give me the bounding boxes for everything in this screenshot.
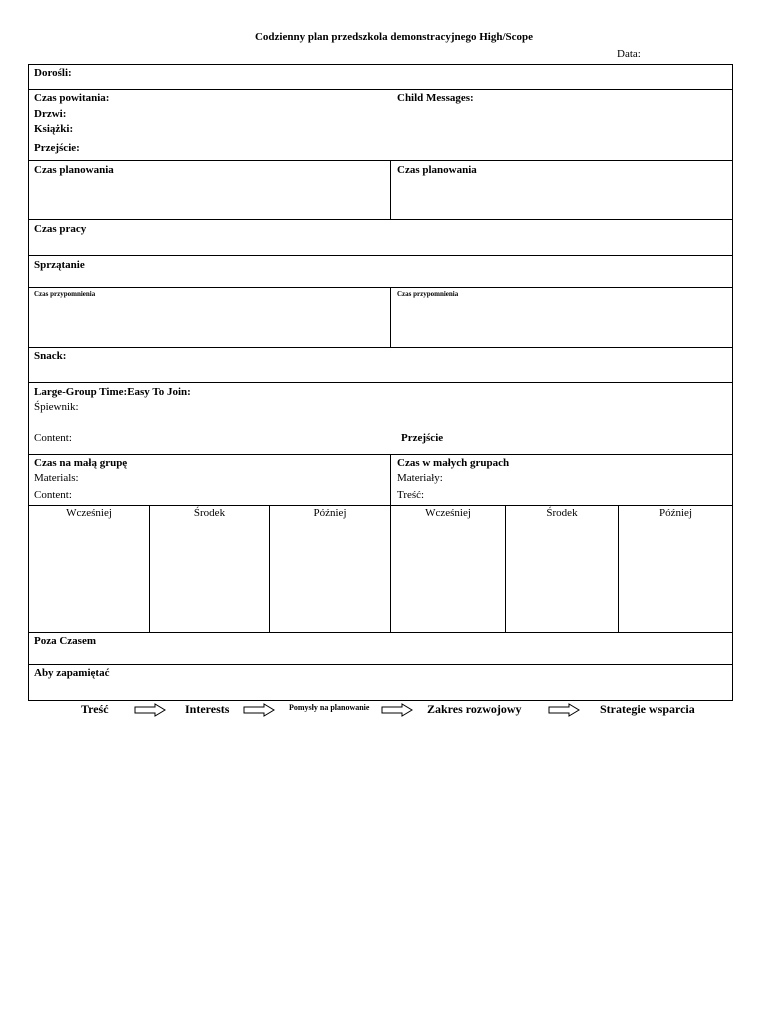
outside-time-label: Poza Czasem — [34, 635, 97, 647]
flow-step-content: Treść — [81, 702, 109, 716]
divider — [28, 632, 733, 633]
books-label: Książki: — [34, 123, 74, 135]
small-group-left-heading: Czas na małą grupę — [34, 457, 128, 469]
divider — [28, 89, 733, 90]
large-group-heading: Large-Group Time:Easy To Join: — [34, 386, 191, 398]
adults-label: Dorośli: — [34, 67, 72, 79]
divider — [390, 454, 391, 632]
divider — [505, 505, 506, 632]
planning-time-right: Czas planowania — [397, 164, 477, 176]
column-header-early: Wcześniej — [425, 507, 471, 519]
divider — [149, 505, 150, 632]
divider — [28, 219, 733, 220]
songbook-label: Śpiewnik: — [34, 401, 79, 413]
work-time-label: Czas pracy — [34, 223, 87, 235]
flow-step-developmental-range: Zakres rozwojowy — [427, 702, 522, 716]
divider — [28, 287, 733, 288]
child-messages-label: Child Messages: — [397, 92, 474, 104]
column-header-middle: Środek — [193, 507, 226, 519]
transition-label: Przejście: — [34, 142, 80, 154]
snack-label: Snack: — [34, 350, 67, 362]
greeting-time-label: Czas powitania: — [34, 92, 110, 104]
divider — [28, 255, 733, 256]
planning-time-left: Czas planowania — [34, 164, 114, 176]
large-group-transition-label: Przejście — [401, 432, 444, 444]
flow-step-interests: Interests — [185, 702, 230, 716]
divider — [28, 454, 733, 455]
divider — [390, 287, 391, 347]
right-arrow-outline-icon — [381, 703, 413, 717]
small-group-right-heading: Czas w małych grupach — [397, 457, 510, 469]
flow-step-support-strategies: Strategie wsparcia — [600, 702, 695, 716]
right-arrow-outline-icon — [134, 703, 166, 717]
recall-time-right: Czas przypomnienia — [397, 290, 459, 298]
date-label: Data: — [617, 48, 641, 60]
cleanup-label: Sprzątanie — [34, 259, 85, 271]
divider — [28, 382, 733, 383]
divider — [28, 347, 733, 348]
divider — [269, 505, 270, 632]
small-group-right-materials: Materiały: — [397, 472, 443, 484]
small-group-left-content: Content: — [34, 489, 72, 501]
right-arrow-outline-icon — [548, 703, 580, 717]
large-group-content-label: Content: — [34, 432, 72, 444]
small-group-right-content: Treść: — [397, 489, 425, 501]
page-title: Codzienny plan przedszkola demonstracyjnego High/Scope — [254, 31, 534, 43]
divider — [28, 505, 733, 506]
divider — [618, 505, 619, 632]
flow-step-planning-ideas: Pomysły na planowanie — [289, 703, 370, 712]
column-header-late: Później — [659, 507, 692, 519]
divider — [28, 160, 733, 161]
right-arrow-outline-icon — [243, 703, 275, 717]
divider — [390, 160, 391, 219]
column-header-early: Wcześniej — [66, 507, 112, 519]
divider — [28, 664, 733, 665]
small-group-left-materials: Materials: — [34, 472, 79, 484]
to-remember-label: Aby zapamiętać — [34, 667, 110, 679]
column-header-middle: Środek — [546, 507, 578, 519]
door-label: Drzwi: — [34, 108, 67, 120]
column-header-late: Później — [313, 507, 347, 519]
recall-time-left: Czas przypomnienia — [34, 290, 96, 298]
